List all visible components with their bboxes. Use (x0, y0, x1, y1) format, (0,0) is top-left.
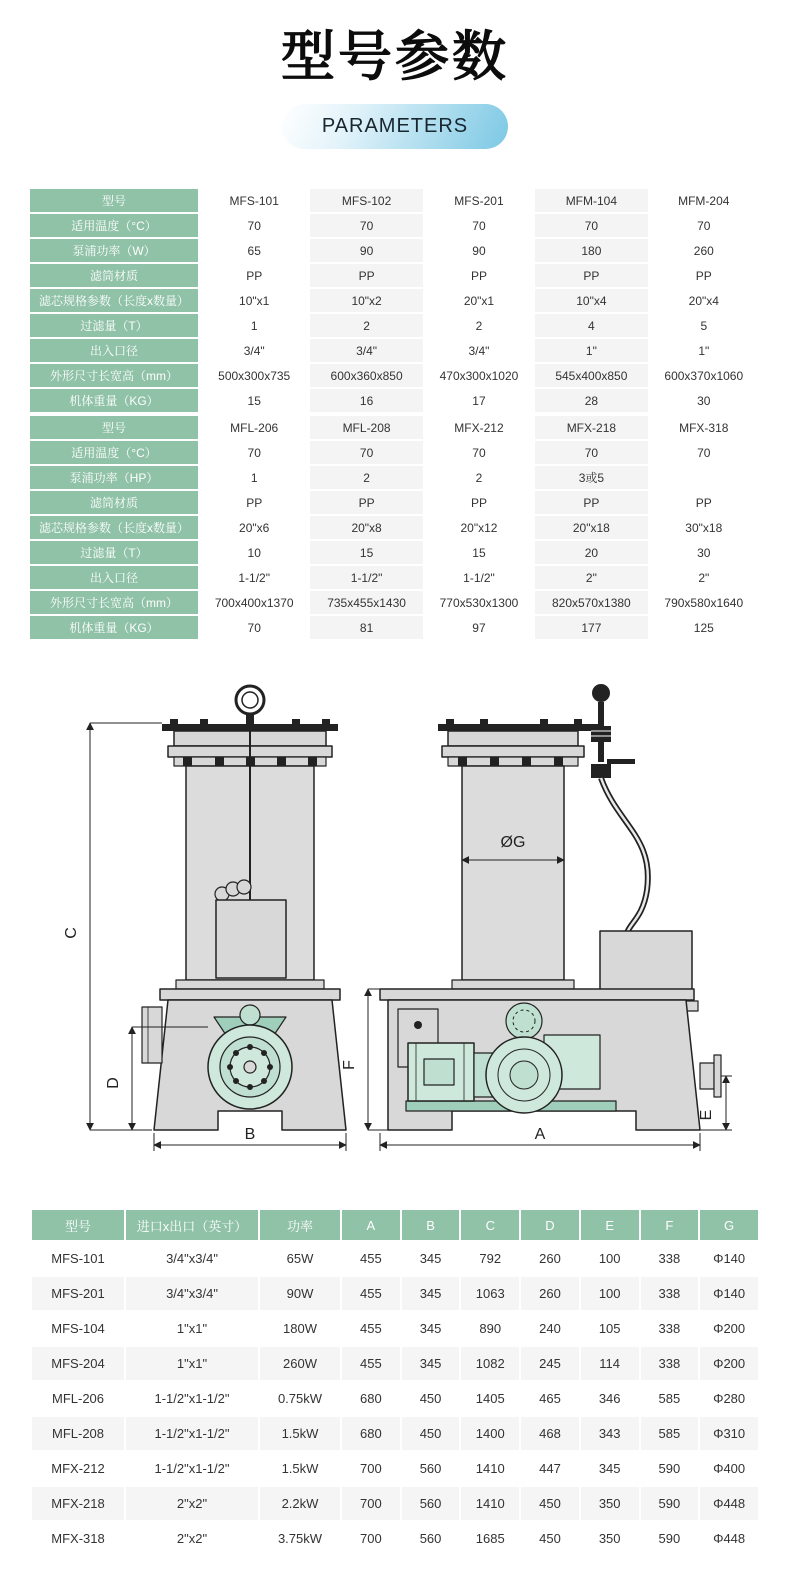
value-cell: 345 (581, 1452, 639, 1485)
value-cell: PP (535, 491, 647, 514)
value-cell: 468 (521, 1417, 579, 1450)
row-label: 适用温度（°C） (30, 441, 198, 464)
dim-label-d: D (105, 1077, 122, 1089)
value-cell: 260 (521, 1277, 579, 1310)
value-cell: 260 (693, 243, 714, 258)
value-cell: 20"x1 (463, 293, 495, 308)
table-row (32, 1382, 758, 1415)
table-row (30, 264, 760, 287)
value-cell: 590 (641, 1522, 699, 1555)
table-row (30, 339, 760, 362)
value-cell: PP (246, 268, 263, 283)
value-cell: 20"x8 (310, 516, 422, 539)
table-row (30, 364, 760, 387)
value-cell: 4 (535, 314, 647, 337)
value-cell: 177 (535, 616, 647, 639)
value-cell: 450 (521, 1487, 579, 1520)
value-cell: 16 (310, 389, 422, 412)
value-cell: 5 (700, 318, 708, 333)
value-cell: Φ310 (700, 1417, 758, 1450)
table-row (30, 566, 760, 589)
value-cell: 245 (521, 1347, 579, 1380)
value-cell: 260W (260, 1347, 340, 1380)
table-row (30, 541, 760, 564)
value-cell: 1-1/2" (310, 566, 422, 589)
row-label: 滤芯规格参数（长度x数量） (30, 516, 198, 539)
model-cell: MFL-208 (32, 1417, 124, 1450)
value-cell: 680 (342, 1382, 400, 1415)
table-row (30, 189, 760, 212)
value-cell: 560 (402, 1522, 460, 1555)
value-cell: 20"x4 (688, 293, 719, 308)
value-cell: 680 (342, 1417, 400, 1450)
value-cell: 1"x1" (126, 1312, 258, 1345)
column-header: 进口x出口（英寸） (126, 1210, 258, 1240)
value-cell: 1063 (461, 1277, 519, 1310)
value-cell: 10"x4 (535, 289, 647, 312)
value-cell: 90 (472, 243, 486, 258)
value-cell: MFX-318 (679, 420, 729, 435)
table-row (30, 491, 760, 514)
value-cell: 545x400x850 (535, 364, 647, 387)
value-cell: 2" (535, 566, 647, 589)
dim-label-g: ØG (500, 834, 526, 852)
value-cell: 3.75kW (260, 1522, 340, 1555)
value-cell: 260 (521, 1242, 579, 1275)
value-cell (648, 466, 760, 489)
table-row (32, 1487, 758, 1520)
table-row (30, 591, 760, 614)
value-cell: 450 (521, 1522, 579, 1555)
value-cell: 1-1/2"x1-1/2" (126, 1417, 258, 1450)
model-cell: MFS-104 (32, 1312, 124, 1345)
value-cell: MFS-201 (454, 193, 504, 208)
model-cell: MFL-206 (32, 1382, 124, 1415)
value-cell: 1"x1" (126, 1347, 258, 1380)
value-cell: 70 (535, 441, 647, 464)
parameters-badge (282, 104, 508, 149)
value-cell: 10"x2 (310, 289, 422, 312)
value-cell: 1 (250, 318, 258, 333)
column-header: C (461, 1210, 519, 1240)
table-row (32, 1277, 758, 1310)
row-label: 适用温度（°C） (30, 214, 198, 237)
value-cell: 700x400x1370 (214, 595, 294, 610)
spec-table-large-models (30, 414, 760, 641)
value-cell: 28 (535, 389, 647, 412)
table-row (30, 516, 760, 539)
model-cell: MFS-101 (32, 1242, 124, 1275)
value-cell: 590 (641, 1487, 699, 1520)
value-cell: MFM-104 (535, 189, 647, 212)
value-cell: 345 (402, 1347, 460, 1380)
table-row (32, 1522, 758, 1555)
value-cell: 70 (247, 218, 261, 233)
value-cell: 1-1/2" (238, 570, 270, 585)
value-cell: 90W (260, 1277, 340, 1310)
value-cell: 345 (402, 1242, 460, 1275)
model-cell: MFX-318 (32, 1522, 124, 1555)
row-label: 滤筒材质 (30, 491, 198, 514)
value-cell: 735x455x1430 (310, 591, 422, 614)
value-cell: 3/4"x3/4" (126, 1242, 258, 1275)
value-cell: PP (695, 268, 712, 283)
value-cell: Φ280 (700, 1382, 758, 1415)
value-cell: Φ140 (700, 1242, 758, 1275)
value-cell: 1410 (461, 1452, 519, 1485)
value-cell: MFX-212 (454, 420, 504, 435)
value-cell: Φ200 (700, 1347, 758, 1380)
value-cell: 585 (641, 1382, 699, 1415)
table-row (30, 441, 760, 464)
value-cell: 2 (310, 466, 422, 489)
value-cell: PP (310, 491, 422, 514)
value-cell: 455 (342, 1242, 400, 1275)
value-cell: 90 (310, 239, 422, 262)
table-row (32, 1452, 758, 1485)
page-title: 型号参数 (281, 27, 509, 87)
column-header: E (581, 1210, 639, 1240)
row-label: 出入口径 (30, 566, 198, 589)
value-cell: 600x360x850 (310, 364, 422, 387)
value-cell: 70 (310, 441, 422, 464)
value-cell: 338 (641, 1312, 699, 1345)
value-cell: 1-1/2" (463, 570, 495, 585)
value-cell: 700 (342, 1522, 400, 1555)
value-cell: 890 (461, 1312, 519, 1345)
value-cell: 70 (247, 620, 261, 635)
value-cell: 585 (641, 1417, 699, 1450)
machine-dimension-drawing (50, 675, 740, 1155)
column-header: G (700, 1210, 758, 1240)
row-label: 型号 (30, 189, 198, 212)
model-cell: MFX-212 (32, 1452, 124, 1485)
value-cell: 180W (260, 1312, 340, 1345)
row-label: 滤筒材质 (30, 264, 198, 287)
value-cell: 600x370x1060 (664, 368, 744, 383)
value-cell: 790x580x1640 (664, 595, 744, 610)
value-cell: 450 (402, 1417, 460, 1450)
value-cell: 450 (402, 1382, 460, 1415)
value-cell: MFL-206 (230, 420, 279, 435)
value-cell: 100 (581, 1242, 639, 1275)
value-cell: MFX-218 (535, 416, 647, 439)
value-cell: 2 (310, 314, 422, 337)
value-cell: 20"x6 (239, 520, 270, 535)
value-cell: Φ448 (700, 1522, 758, 1555)
value-cell: 700 (342, 1487, 400, 1520)
value-cell: 2.2kW (260, 1487, 340, 1520)
value-cell: 15 (247, 393, 261, 408)
value-cell: 2"x2" (126, 1522, 258, 1555)
dim-label-b: B (244, 1126, 256, 1144)
table-row (32, 1242, 758, 1275)
value-cell: PP (535, 264, 647, 287)
value-cell: 15 (472, 545, 486, 560)
value-cell: 97 (472, 620, 486, 635)
value-cell: 81 (310, 616, 422, 639)
value-cell: MFL-208 (310, 416, 422, 439)
row-label: 泵浦功率（W） (30, 239, 198, 262)
dim-label-a: A (534, 1126, 546, 1144)
value-cell: 470x300x1020 (439, 368, 519, 383)
value-cell: PP (470, 495, 487, 510)
value-cell: 100 (581, 1277, 639, 1310)
value-cell: 30"x18 (685, 520, 723, 535)
value-cell: 3/4" (310, 339, 422, 362)
dim-label-c: C (63, 927, 80, 939)
value-cell: 1405 (461, 1382, 519, 1415)
value-cell: 20"x18 (535, 516, 647, 539)
dim-label-f: F (341, 1060, 358, 1070)
value-cell: 343 (581, 1417, 639, 1450)
value-cell: 338 (641, 1347, 699, 1380)
value-cell: 17 (472, 393, 486, 408)
row-label: 型号 (30, 416, 198, 439)
value-cell: 30 (697, 545, 711, 560)
value-cell: 0.75kW (260, 1382, 340, 1415)
value-cell: 70 (247, 445, 261, 460)
value-cell: MFS-101 (229, 193, 279, 208)
value-cell: 1-1/2"x1-1/2" (126, 1382, 258, 1415)
value-cell: 2"x2" (126, 1487, 258, 1520)
value-cell: 1.5kW (260, 1417, 340, 1450)
value-cell: 240 (521, 1312, 579, 1345)
value-cell: 70 (472, 445, 486, 460)
table-row (30, 389, 760, 412)
table-row (30, 289, 760, 312)
value-cell: 70 (697, 445, 711, 460)
value-cell: 105 (581, 1312, 639, 1345)
row-label: 外形尺寸长宽高（mm） (30, 364, 198, 387)
model-cell: MFX-218 (32, 1487, 124, 1520)
value-cell: PP (246, 495, 263, 510)
value-cell: Φ448 (700, 1487, 758, 1520)
model-cell: MFS-201 (32, 1277, 124, 1310)
value-cell: 820x570x1380 (535, 591, 647, 614)
value-cell: 3/4"x3/4" (126, 1277, 258, 1310)
value-cell: 1 (250, 470, 258, 485)
table-row (32, 1347, 758, 1380)
value-cell: PP (310, 264, 422, 287)
value-cell: PP (695, 495, 712, 510)
value-cell: 2" (698, 570, 710, 585)
table-row (30, 616, 760, 639)
table-row (30, 416, 760, 439)
spec-table-small-models (30, 187, 760, 414)
model-cell: MFS-204 (32, 1347, 124, 1380)
row-label: 泵浦功率（HP） (30, 466, 198, 489)
value-cell: 350 (581, 1487, 639, 1520)
value-cell: 20 (535, 541, 647, 564)
value-cell: 346 (581, 1382, 639, 1415)
row-label: 过滤量（T） (30, 314, 198, 337)
row-label: 过滤量（T） (30, 541, 198, 564)
column-header: B (402, 1210, 460, 1240)
value-cell: 338 (641, 1277, 699, 1310)
value-cell: 345 (402, 1312, 460, 1345)
value-cell: 3/4" (243, 343, 265, 358)
value-cell: 10 (247, 545, 261, 560)
table-row (30, 214, 760, 237)
value-cell: 1082 (461, 1347, 519, 1380)
technical-drawing (50, 675, 740, 1160)
value-cell: MFS-102 (310, 189, 422, 212)
value-cell: 455 (342, 1312, 400, 1345)
value-cell: PP (470, 268, 487, 283)
dim-label-e: E (698, 1109, 715, 1121)
value-cell: 455 (342, 1347, 400, 1380)
value-cell: 125 (693, 620, 714, 635)
parameters-badge-label: PARAMETERS (321, 115, 469, 138)
column-header: 功率 (260, 1210, 340, 1240)
value-cell: Φ140 (700, 1277, 758, 1310)
column-header: F (641, 1210, 699, 1240)
value-cell: 30 (697, 393, 711, 408)
value-cell: 3/4" (468, 343, 490, 358)
value-cell: Φ400 (700, 1452, 758, 1485)
row-label: 外形尺寸长宽高（mm） (30, 591, 198, 614)
value-cell: 560 (402, 1487, 460, 1520)
value-cell: 1410 (461, 1487, 519, 1520)
dimension-table-header-row (32, 1210, 758, 1240)
value-cell: 20"x12 (460, 520, 498, 535)
value-cell: 10"x1 (239, 293, 270, 308)
value-cell: 15 (310, 541, 422, 564)
value-cell: 350 (581, 1522, 639, 1555)
value-cell: 180 (535, 239, 647, 262)
value-cell: 70 (697, 218, 711, 233)
value-cell: Φ200 (700, 1312, 758, 1345)
value-cell: 560 (402, 1452, 460, 1485)
value-cell: 2 (475, 318, 483, 333)
value-cell: 590 (641, 1452, 699, 1485)
row-label: 滤芯规格参数（长度x数量） (30, 289, 198, 312)
value-cell: 65W (260, 1242, 340, 1275)
value-cell: 500x300x735 (218, 368, 291, 383)
value-cell: 2 (475, 470, 483, 485)
value-cell: 1" (535, 339, 647, 362)
value-cell: 338 (641, 1242, 699, 1275)
value-cell: MFM-204 (678, 193, 730, 208)
value-cell: 770x530x1300 (439, 595, 519, 610)
row-label: 出入口径 (30, 339, 198, 362)
dimension-table (30, 1208, 760, 1557)
table-row (30, 314, 760, 337)
value-cell: 1" (698, 343, 710, 358)
value-cell: 792 (461, 1242, 519, 1275)
table-row (32, 1312, 758, 1345)
table-row (30, 239, 760, 262)
column-header: 型号 (32, 1210, 124, 1240)
column-header: D (521, 1210, 579, 1240)
value-cell: 447 (521, 1452, 579, 1485)
value-cell: 65 (247, 243, 261, 258)
value-cell: 700 (342, 1452, 400, 1485)
value-cell: 70 (535, 214, 647, 237)
table-row (30, 466, 760, 489)
value-cell: 1400 (461, 1417, 519, 1450)
table-row (32, 1417, 758, 1450)
value-cell: 70 (310, 214, 422, 237)
value-cell: 345 (402, 1277, 460, 1310)
value-cell: 1685 (461, 1522, 519, 1555)
value-cell: 70 (472, 218, 486, 233)
value-cell: 455 (342, 1277, 400, 1310)
value-cell: 114 (581, 1347, 639, 1380)
value-cell: 1.5kW (260, 1452, 340, 1485)
value-cell: 1-1/2"x1-1/2" (126, 1452, 258, 1485)
value-cell: 3或5 (535, 466, 647, 489)
value-cell: 465 (521, 1382, 579, 1415)
row-label: 机体重量（KG） (30, 616, 198, 639)
row-label: 机体重量（KG） (30, 389, 198, 412)
column-header: A (342, 1210, 400, 1240)
